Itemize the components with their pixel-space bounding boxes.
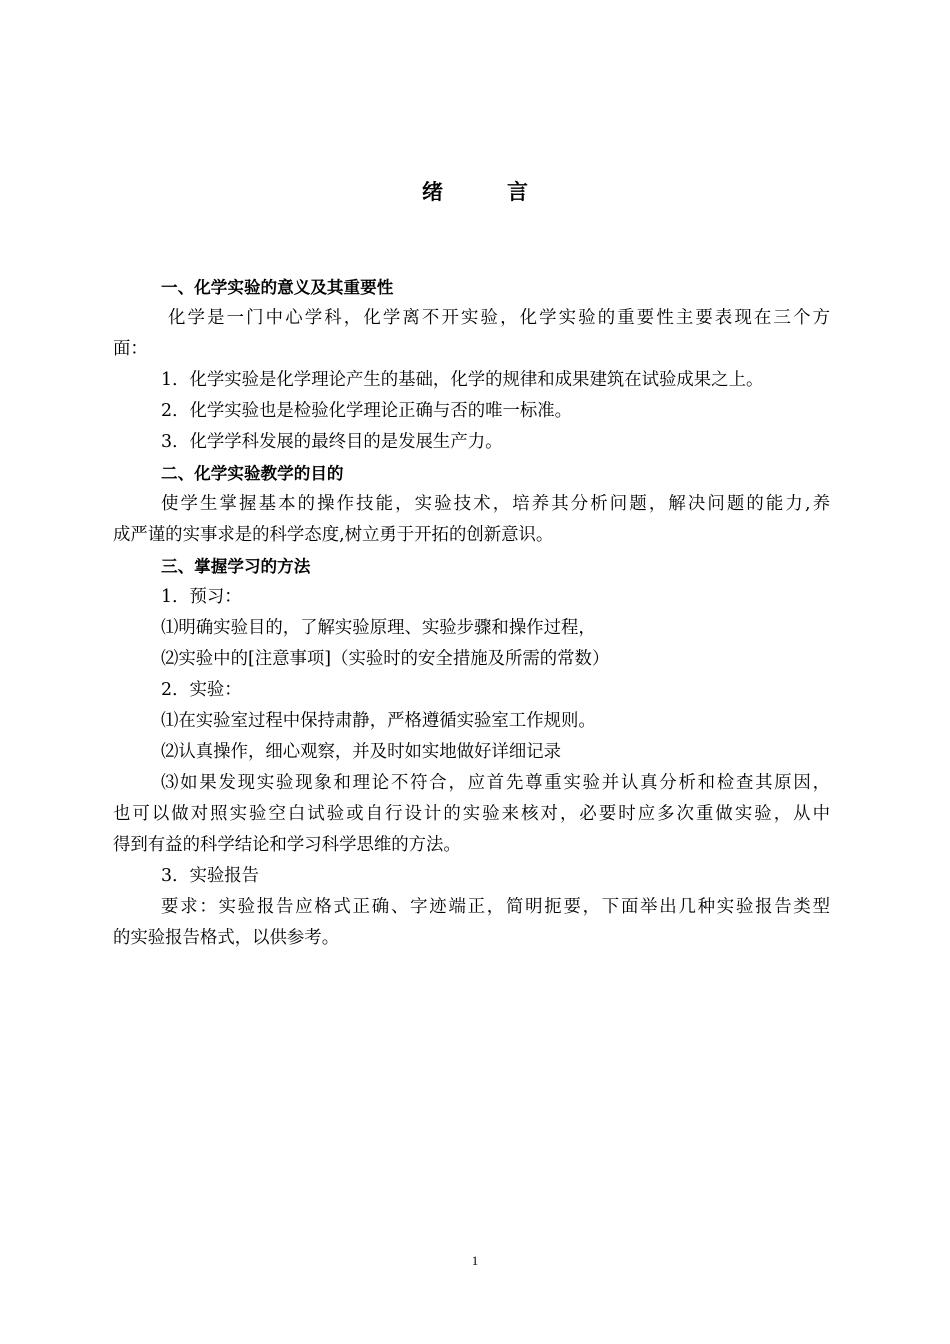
page-number: 1 bbox=[471, 1253, 479, 1268]
page-title: 绪言 bbox=[422, 180, 592, 204]
section-heading-1: 一、化学实验的意义及其重要性 bbox=[161, 278, 394, 297]
list-item: ⑴明确实验目的，了解实验原理、实验步骤和操作过程， bbox=[161, 618, 596, 638]
paragraph-goal-line1: 使学生掌握基本的操作技能，实验技术，培养其分析问题，解决问题的能力,养 bbox=[161, 494, 830, 514]
paragraph-report-line1: 要求：实验报告应格式正确、字迹端正，简明扼要，下面举出几种实验报告类型 bbox=[161, 897, 830, 917]
list-item-line3: 得到有益的科学结论和学习科学思维的方法。 bbox=[113, 835, 461, 855]
list-item: 1．化学实验是化学理论产生的基础，化学的规律和成果建筑在试验成果之上。 bbox=[161, 370, 764, 390]
list-item-line2: 也可以做对照实验空白试验或自行设计的实验来核对，必要时应多次重做实验，从中 bbox=[113, 804, 830, 824]
paragraph-goal-line2: 成严谨的实事求是的科学态度,树立勇于开拓的创新意识。 bbox=[113, 525, 554, 545]
paragraph-intro-line2: 面： bbox=[113, 339, 148, 359]
section-heading-2: 二、化学实验教学的目的 bbox=[161, 464, 344, 483]
list-item: ⑵认真操作，细心观察，并及时如实地做好详细记录 bbox=[161, 742, 561, 762]
subsection-label-report: 3．实验报告 bbox=[161, 866, 260, 886]
subsection-label-preview: 1．预习： bbox=[161, 587, 242, 607]
section-heading-3: 三、掌握学习的方法 bbox=[161, 557, 311, 576]
list-item: 2．化学实验也是检验化学理论正确与否的唯一标准。 bbox=[161, 401, 573, 421]
paragraph-intro-line1: 化学是一门中心学科，化学离不开实验，化学实验的重要性主要表现在三个方 bbox=[168, 308, 830, 328]
document-body bbox=[113, 272, 830, 954]
list-item-line1: ⑶如果发现实验现象和理论不符合，应首先尊重实验并认真分析和检查其原因， bbox=[161, 773, 830, 793]
paragraph-report-line2: 的实验报告格式，以供参考。 bbox=[113, 928, 340, 948]
subsection-label-experiment: 2．实验： bbox=[161, 680, 242, 700]
list-item: 3．化学学科发展的最终目的是发展生产力。 bbox=[161, 432, 503, 452]
list-item: ⑴在实验室过程中保持肃静，严格遵循实验室工作规则。 bbox=[161, 711, 596, 731]
list-item: ⑵实验中的[注意事项]（实验时的安全措施及所需的常数） bbox=[161, 649, 610, 669]
